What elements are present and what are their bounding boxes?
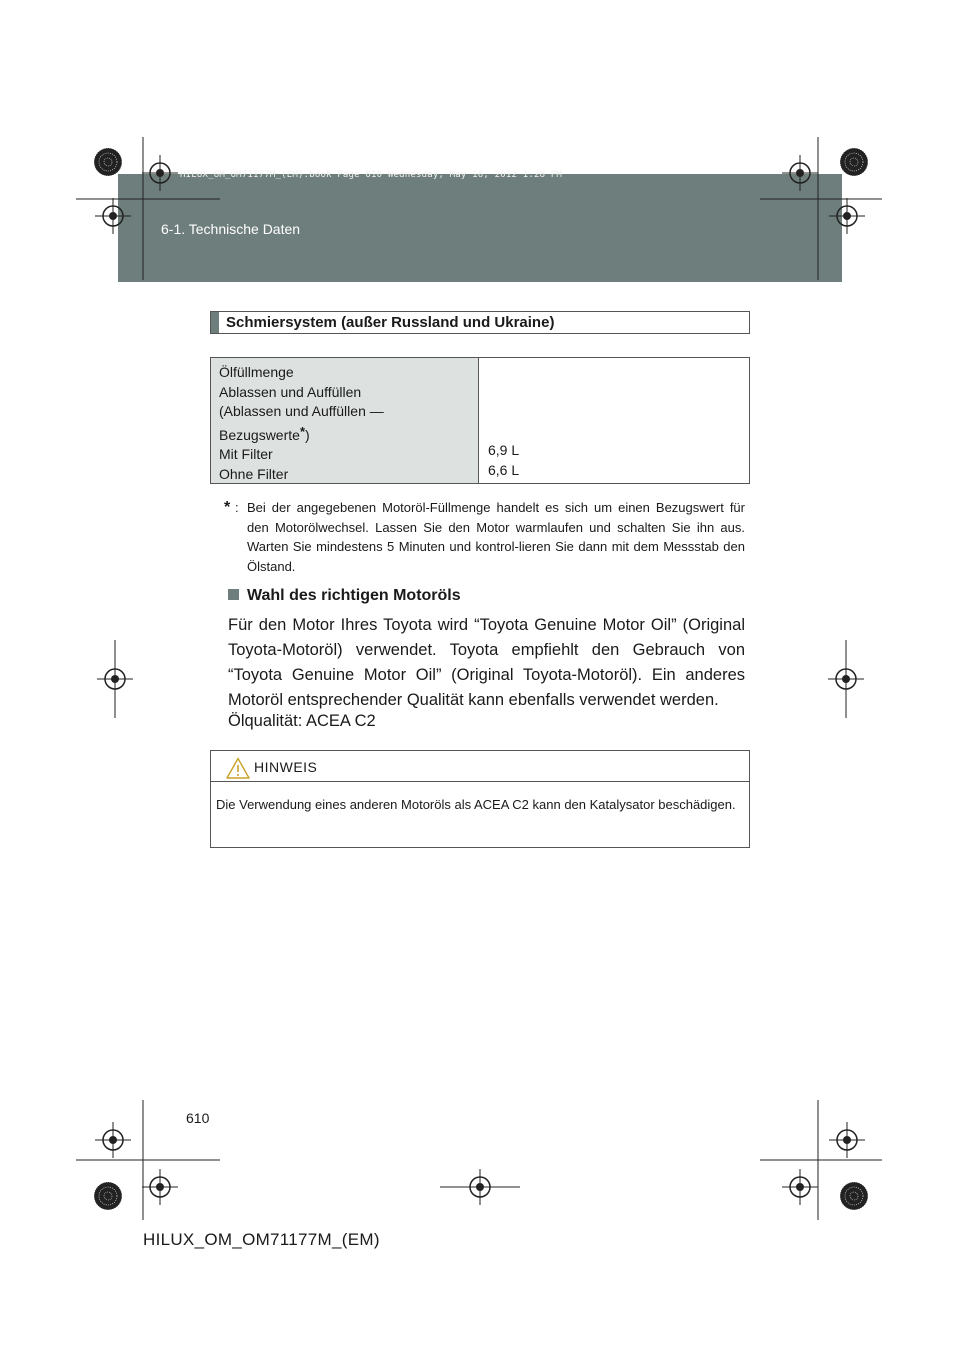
page-number: 610 xyxy=(186,1110,210,1126)
notice-text: Die Verwendung eines anderen Motoröls als ACEA C2 kann den Katalysator beschädigen. xyxy=(216,797,736,812)
label-without-filter: Ohne Filter xyxy=(219,465,289,482)
oil-capacity-table xyxy=(210,357,750,484)
label-reference-line2: Bezugswerte*) xyxy=(219,423,310,443)
notice-header xyxy=(211,751,749,782)
footnote-star: * xyxy=(224,499,231,516)
label-reference-line1: (Ablassen und Auffüllen — xyxy=(219,403,384,419)
capacity-values xyxy=(479,358,749,483)
heading-accent-bar xyxy=(211,312,219,333)
footnote-colon: : xyxy=(235,500,239,515)
label-with-filter: Mit Filter xyxy=(219,446,273,462)
footnote-text: Bei der angegebenen Motoröl-Füllmenge handelt es sich um einen Bezugswert für den Motorölwechsel. Lassen Sie den Motor warmlaufen und schalten Sie ihn aus. Warten Sie mindestens 5 Minuten und kontrol-lieren Sie dann mit dem Messstab den Ölstand. xyxy=(247,500,745,574)
capacity-labels xyxy=(211,358,479,483)
section-title: Schmiersystem (außer Russland und Ukraine) xyxy=(226,314,555,331)
subheading-text: Wahl des richtigen Motoröls xyxy=(247,587,461,604)
document-code: HILUX_OM_OM71177M_(EM) xyxy=(143,1230,380,1249)
label-drain-refill: Ablassen und Auffüllen xyxy=(219,383,362,400)
book-stamp: HILUX_OM_OM71177M_(EM).book Page 610 Wednesday, May 16, 2012 1:28 PM xyxy=(180,170,563,180)
label-oil-capacity: Ölfüllmenge xyxy=(219,364,294,380)
oil-selection-paragraph: Für den Motor Ihres Toyota wird “Toyota Genuine Motor Oil” (Original Toyota-Motoröl) verwendet. Toyota empfiehlt den Gebrauch von “Toyota Genuine Motor Oil” (Original Toyota-Motoröl). Ein anderes Motoröl entsprechender Qualität kann ebenfalls verwendet werden. xyxy=(228,616,745,709)
section-heading xyxy=(210,311,750,334)
warning-triangle-icon xyxy=(226,757,250,779)
value-with-filter: 6,9 L xyxy=(488,442,520,458)
subheading xyxy=(228,587,461,605)
oil-quality: Ölqualität: ACEA C2 xyxy=(228,712,376,730)
notice-box xyxy=(210,750,750,848)
square-bullet-icon xyxy=(228,589,239,600)
footnote xyxy=(224,498,745,576)
section-breadcrumb: 6-1. Technische Daten xyxy=(161,221,301,237)
value-without-filter: 6,6 L xyxy=(488,461,520,478)
notice-title: HINWEIS xyxy=(254,759,318,775)
